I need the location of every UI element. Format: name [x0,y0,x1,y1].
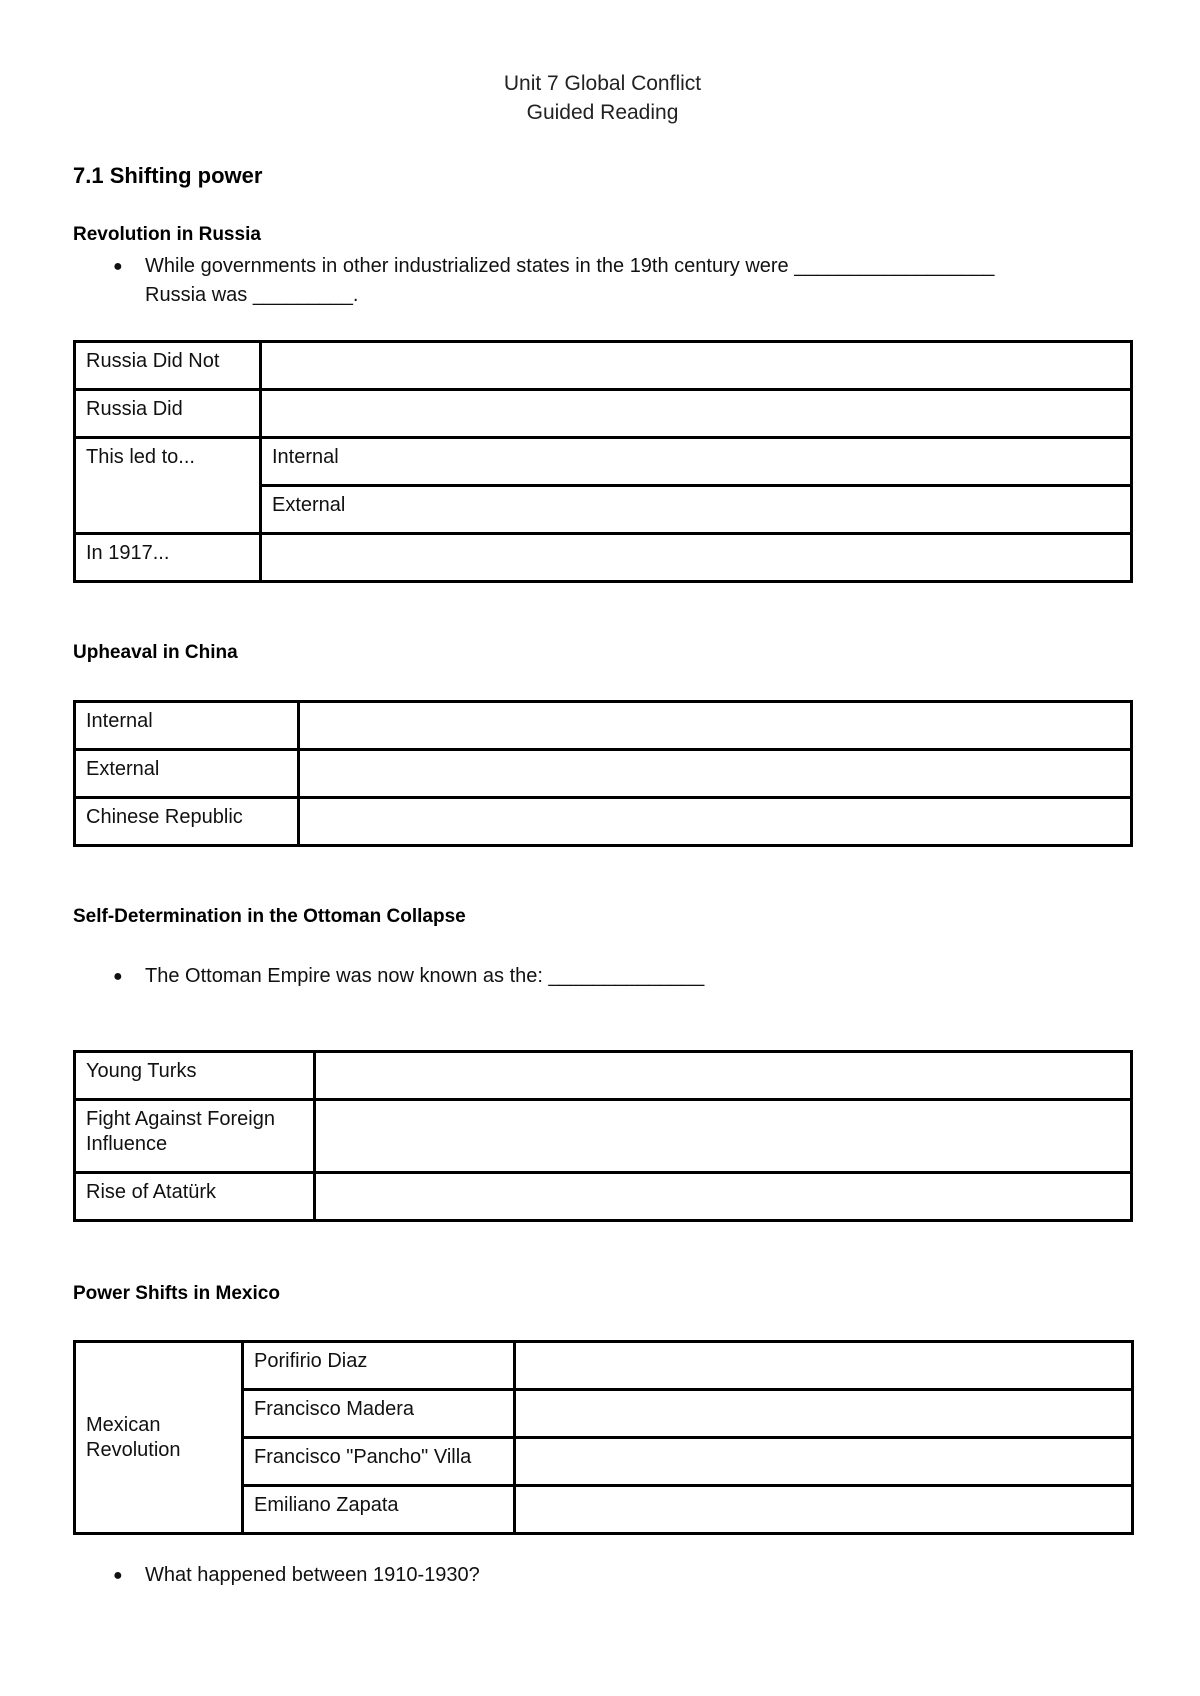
china-table [73,700,1133,847]
table-row [75,1052,1132,1100]
bullet-icon: ● [113,1567,123,1584]
group-label: Mexican Revolution [75,1342,243,1534]
table-row [75,534,1132,582]
ottoman-bullet [113,962,1135,991]
answer-cell[interactable] [315,1173,1132,1221]
russia-bullet [113,252,1135,310]
document-subtitle: Guided Reading [526,101,679,124]
answer-cell-internal[interactable]: Internal [261,438,1132,486]
row-label: Emiliano Zapata [243,1486,515,1534]
answer-cell[interactable] [515,1438,1133,1486]
answer-cell[interactable] [261,390,1132,438]
mexico-bullet-text: What happened between 1910-1930? [145,1564,480,1586]
answer-cell[interactable] [515,1390,1133,1438]
row-label: Fight Against Foreign Influence [75,1100,315,1173]
row-label: Young Turks [75,1052,315,1100]
table-row [75,798,1132,846]
row-label: This led to... [75,438,261,534]
answer-cell[interactable] [315,1100,1132,1173]
row-label: In 1917... [75,534,261,582]
china-heading: Upheaval in China [73,642,238,663]
bullet-icon: ● [113,258,123,275]
row-label: Russia Did Not [75,342,261,390]
answer-cell[interactable] [299,798,1132,846]
russia-bullet-line1: While governments in other industrialized states in the 19th century were __________________ [145,255,995,277]
row-label: Russia Did [75,390,261,438]
answer-cell-external[interactable]: External [261,486,1132,534]
answer-cell[interactable] [299,750,1132,798]
russia-bullet-line2: Russia was _________. [145,284,359,306]
answer-cell[interactable] [261,342,1132,390]
row-label: Francisco "Pancho" Villa [243,1438,515,1486]
row-label: Chinese Republic [75,798,299,846]
table-row [75,1100,1132,1173]
answer-cell[interactable] [299,702,1132,750]
document-title: Unit 7 Global Conflict [503,72,702,95]
answer-cell[interactable] [515,1486,1133,1534]
row-label: Internal [75,702,299,750]
ottoman-bullet-text: The Ottoman Empire was now known as the: ______________ [145,965,705,987]
row-label: External [75,750,299,798]
table-row [75,342,1132,390]
answer-cell[interactable] [515,1342,1133,1390]
mexico-bullet [113,1561,1135,1590]
russia-heading: Revolution in Russia [73,224,261,245]
answer-cell[interactable] [261,534,1132,582]
ottoman-table [73,1050,1133,1222]
table-row [75,390,1132,438]
table-row [75,702,1132,750]
bullet-icon: ● [113,968,123,985]
mexico-table [73,1340,1134,1535]
ottoman-heading: Self-Determination in the Ottoman Collapse [73,906,466,927]
answer-cell[interactable] [315,1052,1132,1100]
russia-table [73,340,1133,583]
row-label: Rise of Atatürk [75,1173,315,1221]
mexico-heading: Power Shifts in Mexico [73,1283,280,1304]
table-row [75,1173,1132,1221]
table-row [75,750,1132,798]
section-title: 7.1 Shifting power [73,163,263,188]
row-label: Porifirio Diaz [243,1342,515,1390]
table-row [75,1342,1133,1390]
row-label: Francisco Madera [243,1390,515,1438]
table-row [75,438,1132,486]
